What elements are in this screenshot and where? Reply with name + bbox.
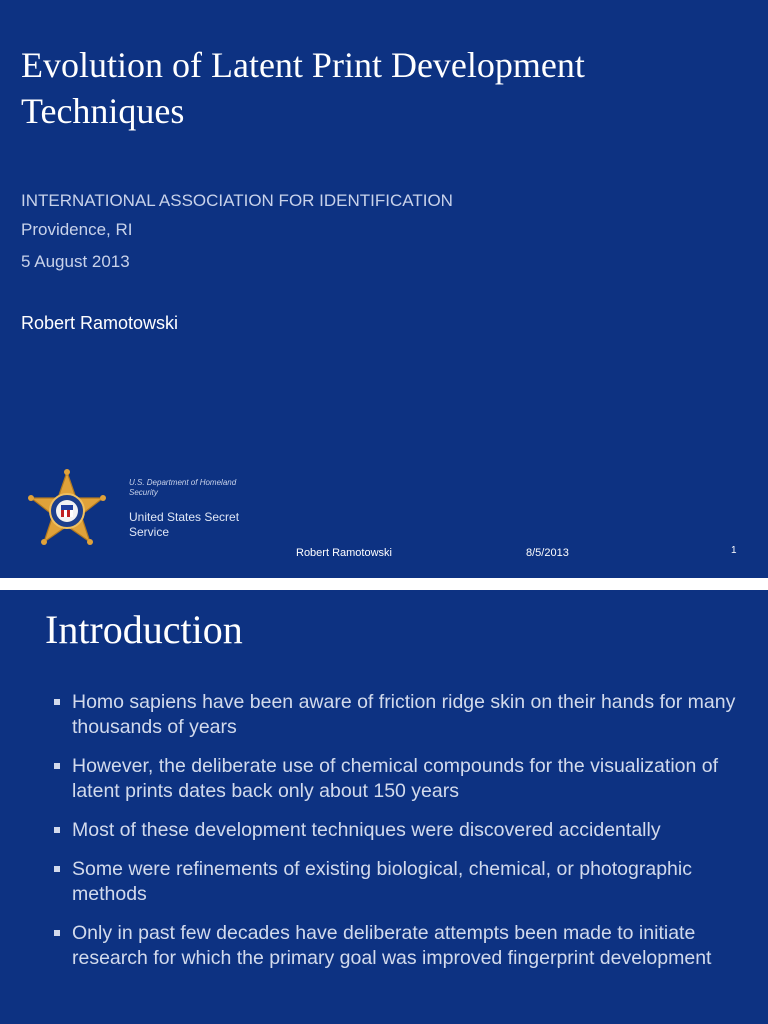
slide-number: 1 xyxy=(731,545,737,556)
star-badge-icon xyxy=(27,462,107,552)
bullet-marker-icon xyxy=(54,699,60,705)
bullet-item xyxy=(52,818,752,843)
bullet-text: However, the deliberate use of chemical compounds for the visualization of latent prints dates back only about 150 years xyxy=(72,755,719,802)
bullet-text: Most of these development techniques were discovered accidentally xyxy=(72,819,661,841)
bullet-marker-icon xyxy=(54,763,60,769)
bullet-text: Only in past few decades have deliberate attempts been made to initiate research for which the primary goal was improved fingerprint development xyxy=(72,922,712,969)
bullet-item xyxy=(52,857,752,907)
slide-title: Evolution of Latent Print Development Techniques xyxy=(21,45,585,131)
introduction-title: Introduction xyxy=(45,607,243,652)
slide-separator xyxy=(0,578,768,590)
bullet-marker-icon xyxy=(54,930,60,936)
bullet-item xyxy=(52,921,752,971)
agency-label: United States Secret Service xyxy=(129,510,240,539)
organization-name: INTERNATIONAL ASSOCIATION FOR IDENTIFICATION xyxy=(21,191,453,210)
footer-author: Robert Ramotowski xyxy=(296,547,392,559)
introduction-slide xyxy=(0,590,768,1024)
event-location: Providence, RI xyxy=(21,220,133,239)
footer-date: 8/5/2013 xyxy=(526,547,569,559)
presenter-name: Robert Ramotowski xyxy=(21,313,179,333)
event-date: 5 August 2013 xyxy=(21,252,130,271)
bullet-item xyxy=(52,754,752,804)
bullet-text: Some were refinements of existing biological, chemical, or photographic methods xyxy=(72,858,692,905)
department-label: U.S. Department of Homeland Security xyxy=(129,478,237,497)
bullet-marker-icon xyxy=(54,866,60,872)
bullet-marker-icon xyxy=(54,827,60,833)
bullet-item xyxy=(52,690,752,740)
bullet-text: Homo sapiens have been aware of friction ridge skin on their hands for many thousands of years xyxy=(72,691,736,738)
bullet-list xyxy=(52,690,752,985)
